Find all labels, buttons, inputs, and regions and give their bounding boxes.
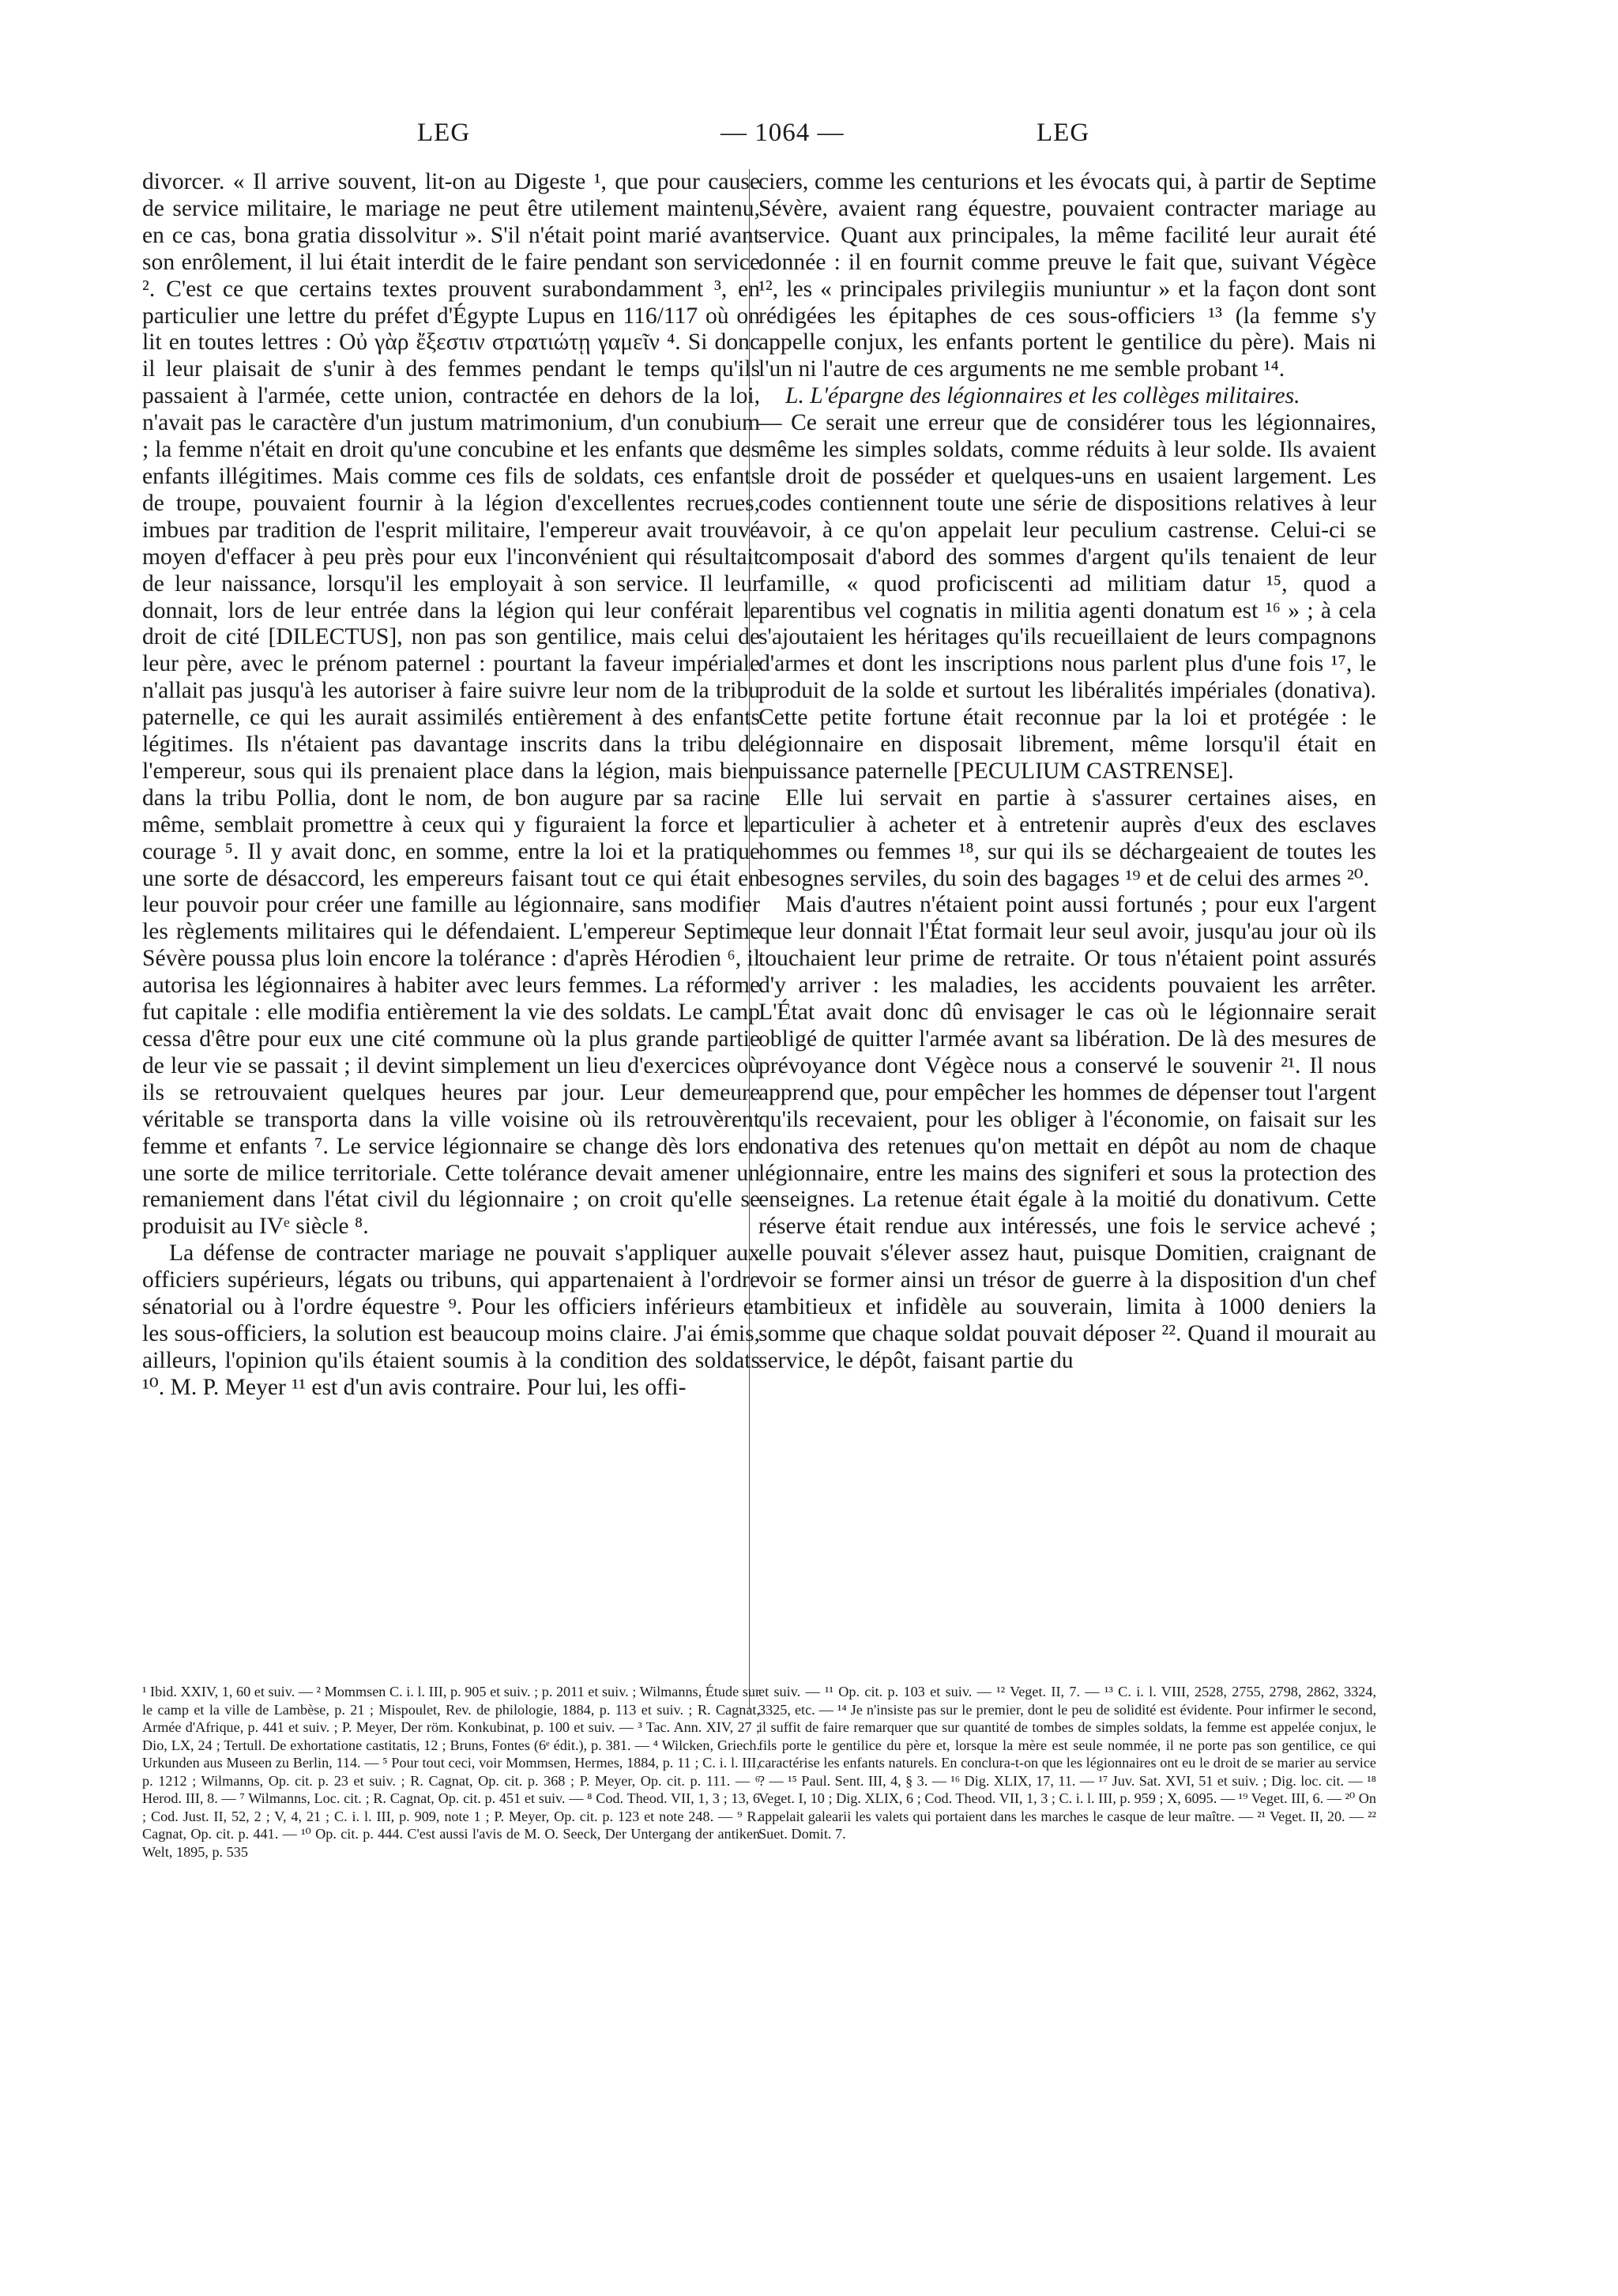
section-title-text: L. L'épargne des légionnaires et les collèges militaires. bbox=[785, 383, 1300, 409]
left-paragraph-2: La défense de contracter mariage ne pouvait s'appliquer aux officiers supérieurs, légats ou tribuns, qui appartenaient à l'ordre sénatorial ou à l'ordre équestre ⁹. Pour les officiers inférieurs et les sous-officiers, la solution est beaucoup moins claire. J'ai émis, ailleurs, l'opinion qu'ils étaient soumis à la condition des soldats ¹⁰. M. P. Meyer ¹¹ est d'un avis contraire. Pour lui, les offi- bbox=[142, 1240, 760, 1400]
page-number: — 1064 — bbox=[721, 119, 845, 147]
right-column bbox=[758, 169, 1376, 1375]
right-paragraph-1: ciers, comme les centurions et les évocats qui, à partir de Septime Sévère, avaient rang équestre, pouvaient contracter mariage au service. Quant aux principales, la même facilité leur aurait été donnée : il en fournit comme preuve le fait que, suivant Végèce ¹², les « principales privilegiis muniuntur » et la façon dont sont rédigées les épitaphes de ces sous-officiers ¹³ (la femme s'y appelle conjux, les enfants portent le gentilice du père). Mais ni l'un ni l'autre de ces arguments ne me semble probant ¹⁴. bbox=[758, 169, 1376, 382]
running-header bbox=[0, 119, 1618, 166]
footnotes-left: ¹ Ibid. XXIV, 1, 60 et suiv. — ² Mommsen C. i. l. III, p. 905 et suiv. ; p. 2011 et suiv. ; Wilmanns, Étude sur le camp et la ville de Lambèse, p. 21 ; Mispoulet, Rev. de philologie, 1884, p. 113 et suiv. ; R. Cagnat, Armée d'Afrique, p. 441 et suiv. ; P. Meyer, Der röm. Konkubinat, p. 100 et suiv. — ³ Tac. Ann. XIV, 27 ; Dio, LX, 24 ; Tertull. De exhortatione castitatis, 12 ; Bruns, Fontes (6ᵉ édit.), p. 381. — ⁴ Wilcken, Griech. Urkunden aus Museen zu Berlin, 114. — ⁵ Pour tout ceci, voir Mommsen, Hermes, 1884, p. 11 ; C. i. l. III, p. 1212 ; Wilmanns, Op. cit. p. 23 et suiv. ; R. Cagnat, Op. cit. p. 368 ; P. Meyer, Op. cit. p. 111. — ⁶ Herod. III, 8. — ⁷ Wilmanns, Loc. cit. ; R. Cagnat, Op. cit. p. 451 et suiv. — ⁸ Cod. Theod. VII, 1, 3 ; 13, 6 ; Cod. Just. II, 52, 2 ; V, 4, 21 ; C. i. l. III, p. 909, note 1 ; P. Meyer, Op. cit. p. 123 et note 248. — ⁹ R. Cagnat, Op. cit. p. 441. — ¹⁰ Op. cit. p. 444. C'est aussi l'avis de M. O. Seeck, Der Untergang der antiken Welt, 1895, p. 535 bbox=[142, 1684, 760, 1860]
footnotes-right: et suiv. — ¹¹ Op. cit. p. 103 et suiv. — ¹² Veget. II, 7. — ¹³ C. i. l. VIII, 2528, 2755, 2798, 2862, 3324, 3325, etc. — ¹⁴ Je n'insiste pas sur le premier, dont le peu de solidité est évidente. Pour infirmer le second, il suffit de faire remarquer que sur quantité de tombes de simples soldats, la femme est appelée conjux, le fils porte le gentilice du père et, lorsque la mère est seule nommée, il ne porte pas son gentilice, ce qui caractérise les enfants naturels. En conclura-t-on que les légionnaires ont eu le droit de se marier au service ? — ¹⁵ Paul. Sent. III, 4, § 3. — ¹⁶ Dig. XLIX, 17, 11. — ¹⁷ Juv. Sat. XVI, 51 et suiv. ; Dig. loc. cit. — ¹⁸ Veget. I, 10 ; Dig. XLIX, 6 ; Cod. Theod. VII, 1, 3 ; C. i. l. III, p. 959 ; X, 6095. — ¹⁹ Veget. III, 6. — ²⁰ On appelait galearii les valets qui portaient dans les marches le casque de leur maître. — ²¹ Veget. II, 20. — ²² Suet. Domit. 7. bbox=[758, 1684, 1376, 1842]
right-section-title bbox=[758, 383, 1376, 410]
right-paragraph-4: Mais d'autres n'étaient point aussi fortunés ; pour eux l'argent que leur donnait l'État formait leur seul avoir, jusqu'au jour où ils touchaient leur prime de retraite. Or tous n'étaient point assurés d'y arriver : les maladies, les accidents pouvaient les arrêter. L'État avait donc dû envisager le cas où le légionnaire serait obligé de quitter l'armée avant sa libération. De là des mesures de prévoyance dont Végèce nous a conservé le souvenir ²¹. Il nous apprend que, pour empêcher les hommes de dépenser tout l'argent qu'ils recevaient, pour les obliger à l'économie, on faisait sur les donativa des retenues qu'on mettait en dépôt au nom de chaque légionnaire, entre les mains des signiferi et sous la protection des enseignes. La retenue était égale à la moitié du donativum. Cette réserve était rendue aux intéressés, une fois le service achevé ; elle pouvait s'élever assez haut, puisque Domitien, craignant de voir se former ainsi un trésor de guerre à la disposition d'un chef ambitieux et infidèle au souverain, limita à 1000 deniers la somme que chaque soldat pouvait déposer ²². Quand il mourait au service, le dépôt, faisant partie du bbox=[758, 892, 1376, 1373]
header-right-title: LEG bbox=[1037, 119, 1090, 147]
right-paragraph-3: Elle lui servait en partie à s'assurer certaines aises, en particulier à acheter et à entretenir auprès d'eux des esclaves hommes ou femmes ¹⁸, sur qui ils se déchargeaient de toutes les besognes serviles, du soin des bagages ¹⁹ et de celui des armes ²⁰. bbox=[758, 785, 1376, 891]
header-left-title: LEG bbox=[417, 119, 471, 147]
left-column bbox=[142, 169, 760, 1402]
right-paragraph-2: — Ce serait une erreur que de considérer tous les légionnaires, même les simples soldats, comme réduits à leur solde. Ils avaient le droit de posséder et quelques-uns en usaient largement. Les codes contiennent toute une série de dispositions relatives à leur avoir, à ce qu'on appelait leur peculium castrense. Celui-ci se composait d'abord des sommes d'argent qu'ils tenaient de leur famille, « quod proficiscenti ad militiam datur ¹⁵, quod a parentibus vel cognatis in militia agenti donatum est ¹⁶ » ; à cela s'ajoutaient les héritages qu'ils recueillaient de leurs compagnons d'armes et dont les inscriptions nous parlent plus d'une fois ¹⁷, le produit de la solde et surtout les libéralités impériales (donativa). Cette petite fortune était reconnue par la loi et protégée : le légionnaire en disposait librement, même lorsqu'il était en puissance paternelle [PECULIUM CASTRENSE]. bbox=[758, 410, 1376, 784]
left-paragraph-1: divorcer. « Il arrive souvent, lit-on au Digeste ¹, que pour cause de service militaire, le mariage ne peut être utilement maintenu, en ce cas, bona gratia dissolvitur ». S'il n'était point marié avant son enrôlement, il lui était interdit de le faire pendant son service ². C'est ce que certains textes prouvent surabondamment ³, en particulier une lettre du préfet d'Égypte Lupus en 116/117 où on lit en toutes lettres : Οὐ γὰρ ἔξεστιν στρατιώτῃ γαμεῖν ⁴. Si donc il leur plaisait de s'unir à des femmes pendant le temps qu'ils passaient à l'armée, cette union, contractée en dehors de la loi, n'avait pas le caractère d'un justum matrimonium, d'un conubium ; la femme n'était en droit qu'une concubine et les enfants que des enfants illégitimes. Mais comme ces fils de soldats, ces enfants de troupe, pouvaient fournir à la légion d'excellentes recrues, imbues par tradition de l'esprit militaire, l'empereur avait trouvé moyen d'effacer à peu près pour eux l'inconvénient qui résultait de leur naissance, lorsqu'il les employait à son service. Il leur donnait, lors de leur entrée dans la légion qui leur conférait le droit de cité [DILECTUS], non pas son gentilice, mais celui de leur père, avec le prénom paternel : pourtant la faveur impériale n'allait pas jusqu'à les autoriser à faire suivre leur nom de la tribu paternelle, ce qui les aurait assimilés entièrement à des enfants légitimes. Ils n'étaient pas davantage inscrits dans la tribu de l'empereur, sous qui ils prenaient place dans la légion, mais bien dans la tribu Pollia, dont le nom, de bon augure par sa racine même, semblait promettre à ceux qui y figuraient la force et le courage ⁵. Il y avait donc, en somme, entre la loi et la pratique une sorte de désaccord, les empereurs faisant tout ce qui était en leur pouvoir pour créer une famille au légionnaire, sans modifier les règlements militaires qui le défendaient. L'empereur Septime Sévère poussa plus loin encore la tolérance : d'après Hérodien ⁶, il autorisa les légionnaires à habiter avec leurs femmes. La réforme fut capitale : elle modifia entièrement la vie des soldats. Le camp cessa d'être pour eux une cité commune où la plus grande partie de leur vie se passait ; il devint simplement un lieu d'exercices où ils se retrouvaient quelques heures par jour. Leur demeure véritable se transporta dans la ville voisine où ils retrouvèrent femme et enfants ⁷. Le service légionnaire se change dès lors en une sorte de milice territoriale. Cette tolérance devait amener un remaniement dans l'état civil du légionnaire ; on croit qu'elle se produisit au IVᵉ siècle ⁸. bbox=[142, 169, 760, 1240]
